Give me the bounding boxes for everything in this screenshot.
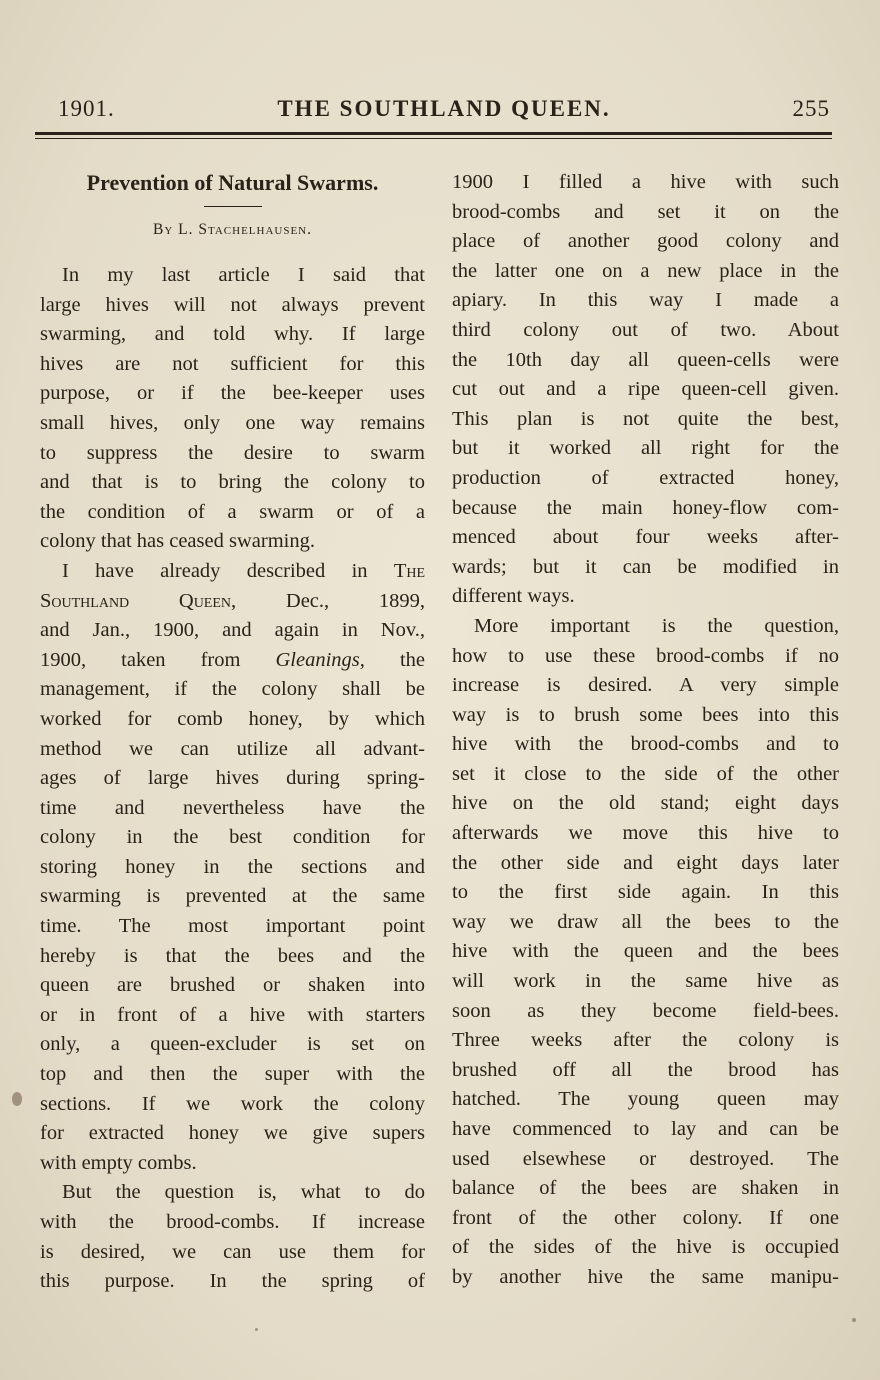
author-name: L. Stachelhausen. [178, 221, 312, 238]
header-rule-thick [35, 132, 832, 135]
text-line: storing honey in the sections and [40, 855, 425, 878]
page-number: 255 [792, 96, 830, 121]
left-column [40, 168, 425, 1297]
text-line: place of another good colony and [452, 230, 839, 253]
text-line: brood-combs and set it on the [452, 200, 839, 223]
text-line: way is to brush some bees into this [452, 703, 839, 726]
text-line: the 10th day all queen-cells were [452, 348, 839, 371]
text-line: ages of large hives during spring- [40, 767, 425, 790]
text-line: time and nevertheless have the [40, 796, 425, 819]
text-segment: I have already described in [62, 559, 394, 582]
text-line: 1900 I filled a hive with such [452, 171, 839, 193]
header-year: 1901. [58, 96, 115, 121]
text-line: hive on the old stand; eight days [452, 792, 839, 815]
left-paragraph-3 [40, 1178, 425, 1296]
header-rule-thin [35, 138, 832, 139]
article-byline [40, 219, 425, 241]
title-divider [204, 206, 262, 207]
running-header [58, 96, 830, 132]
text-line: how to use these brood-combs if no [452, 644, 839, 667]
text-line: but it worked all right for the [452, 437, 839, 460]
text-line: way we draw all the bees to the [452, 910, 839, 933]
text-line: swarming, and told why. If large [40, 323, 425, 346]
cited-source: Gleanings, [275, 648, 365, 671]
text-line: production of extracted honey, [452, 466, 839, 489]
paper-speck [852, 1318, 856, 1322]
text-line: third colony out of two. About [452, 318, 839, 341]
text-line: because the main honey-flow com- [452, 496, 839, 519]
text-line [40, 587, 425, 617]
text-segment: Dec., 1899, [236, 589, 425, 612]
right-column [452, 168, 839, 1293]
text-line: with empty combs. [40, 1151, 197, 1174]
text-line: for extracted honey we give supers [40, 1122, 425, 1145]
text-line: is desired, we can use them for [40, 1240, 425, 1263]
text-line [40, 646, 425, 676]
text-line: colony in the best condition for [40, 826, 425, 849]
text-line: hereby is that the bees and the [40, 944, 425, 967]
text-line: to the first side again. In this [452, 881, 839, 904]
text-line: apiary. In this way I made a [452, 289, 839, 312]
right-paragraph-2 [452, 612, 839, 1293]
text-line: the other side and eight days later [452, 851, 839, 874]
text-line: time. The most important point [40, 915, 425, 938]
text-segment: 1900, taken from [40, 648, 276, 671]
text-line: by another hive the same manipu- [452, 1265, 839, 1288]
byline-prefix: By [153, 221, 174, 238]
text-line: More important is the question, [474, 614, 839, 637]
text-line: In my last article I said that [62, 264, 425, 286]
right-paragraph-1 [452, 168, 839, 612]
paper-speck [12, 1092, 22, 1106]
text-line: top and then the super with the [40, 1063, 425, 1086]
text-line: will work in the same hive as [452, 970, 839, 993]
text-segment: the [364, 648, 425, 671]
paper-speck [255, 1328, 258, 1331]
journal-name-part: The [393, 559, 425, 582]
text-line: hive with the queen and the bees [452, 940, 839, 963]
text-line: queen are brushed or shaken into [40, 974, 425, 997]
text-line: management, if the colony shall be [40, 678, 425, 701]
text-line: method we can utilize all advant- [40, 737, 425, 760]
text-line: have commenced to lay and can be [452, 1118, 839, 1140]
text-line: swarming is prevented at the same [40, 885, 425, 908]
text-line: menced about four weeks after- [452, 526, 839, 549]
text-line: the latter one on a new place in the [452, 259, 839, 282]
left-paragraph-2 [40, 557, 425, 1178]
text-line: Three weeks after the colony is [452, 1029, 839, 1052]
text-line: only, a queen-excluder is set on [40, 1033, 425, 1056]
text-line [40, 557, 425, 587]
text-line: hives are not sufficient for this [40, 352, 425, 375]
article-title: Prevention of Natural Swarms. [86, 170, 379, 195]
text-line: This plan is not quite the best, [452, 407, 839, 430]
journal-title: THE SOUTHLAND QUEEN. [277, 96, 611, 121]
text-line: the condition of a swarm or of a [40, 500, 425, 523]
text-line: worked for comb honey, by which [40, 707, 425, 730]
text-line: small hives, only one way remains [40, 411, 425, 434]
text-line: hive with the brood-combs and to [452, 733, 839, 756]
text-line: increase is desired. A very simple [452, 674, 839, 697]
text-line: or in front of a hive with starters [40, 1003, 425, 1026]
text-line: colony that has ceased swarming. [40, 530, 315, 553]
text-line: of the sides of the hive is occupied [452, 1236, 839, 1259]
text-line: hatched. The young queen may [452, 1088, 839, 1111]
journal-name-part: Southland Queen, [40, 589, 237, 612]
text-line: cut out and a ripe queen-cell given. [452, 378, 839, 401]
text-line: afterwards we move this hive to [452, 822, 839, 845]
text-line: different ways. [452, 585, 575, 608]
text-line: purpose, or if the bee-keeper uses [40, 382, 425, 405]
text-line: large hives will not always prevent [40, 293, 425, 316]
text-line: sections. If we work the colony [40, 1092, 425, 1115]
text-line: set it close to the side of the other [452, 762, 839, 785]
text-line: balance of the bees are shaken in [452, 1177, 839, 1200]
text-line: used elsewhese or destroyed. The [452, 1147, 839, 1170]
text-line: soon as they become field-bees. [452, 999, 839, 1022]
text-line: brushed off all the brood has [452, 1058, 839, 1081]
text-line: and that is to bring the colony to [40, 471, 425, 494]
text-line: with the brood-combs. If increase [40, 1211, 425, 1233]
text-line: wards; but it can be modified in [452, 555, 839, 578]
text-line: front of the other colony. If one [452, 1206, 839, 1229]
text-line: to suppress the desire to swarm [40, 441, 425, 464]
text-line: and Jan., 1900, and again in Nov., [40, 619, 425, 642]
text-line: this purpose. In the spring of [40, 1270, 425, 1293]
text-line: But the question is, what to do [62, 1181, 425, 1204]
left-paragraph-1 [40, 261, 425, 557]
